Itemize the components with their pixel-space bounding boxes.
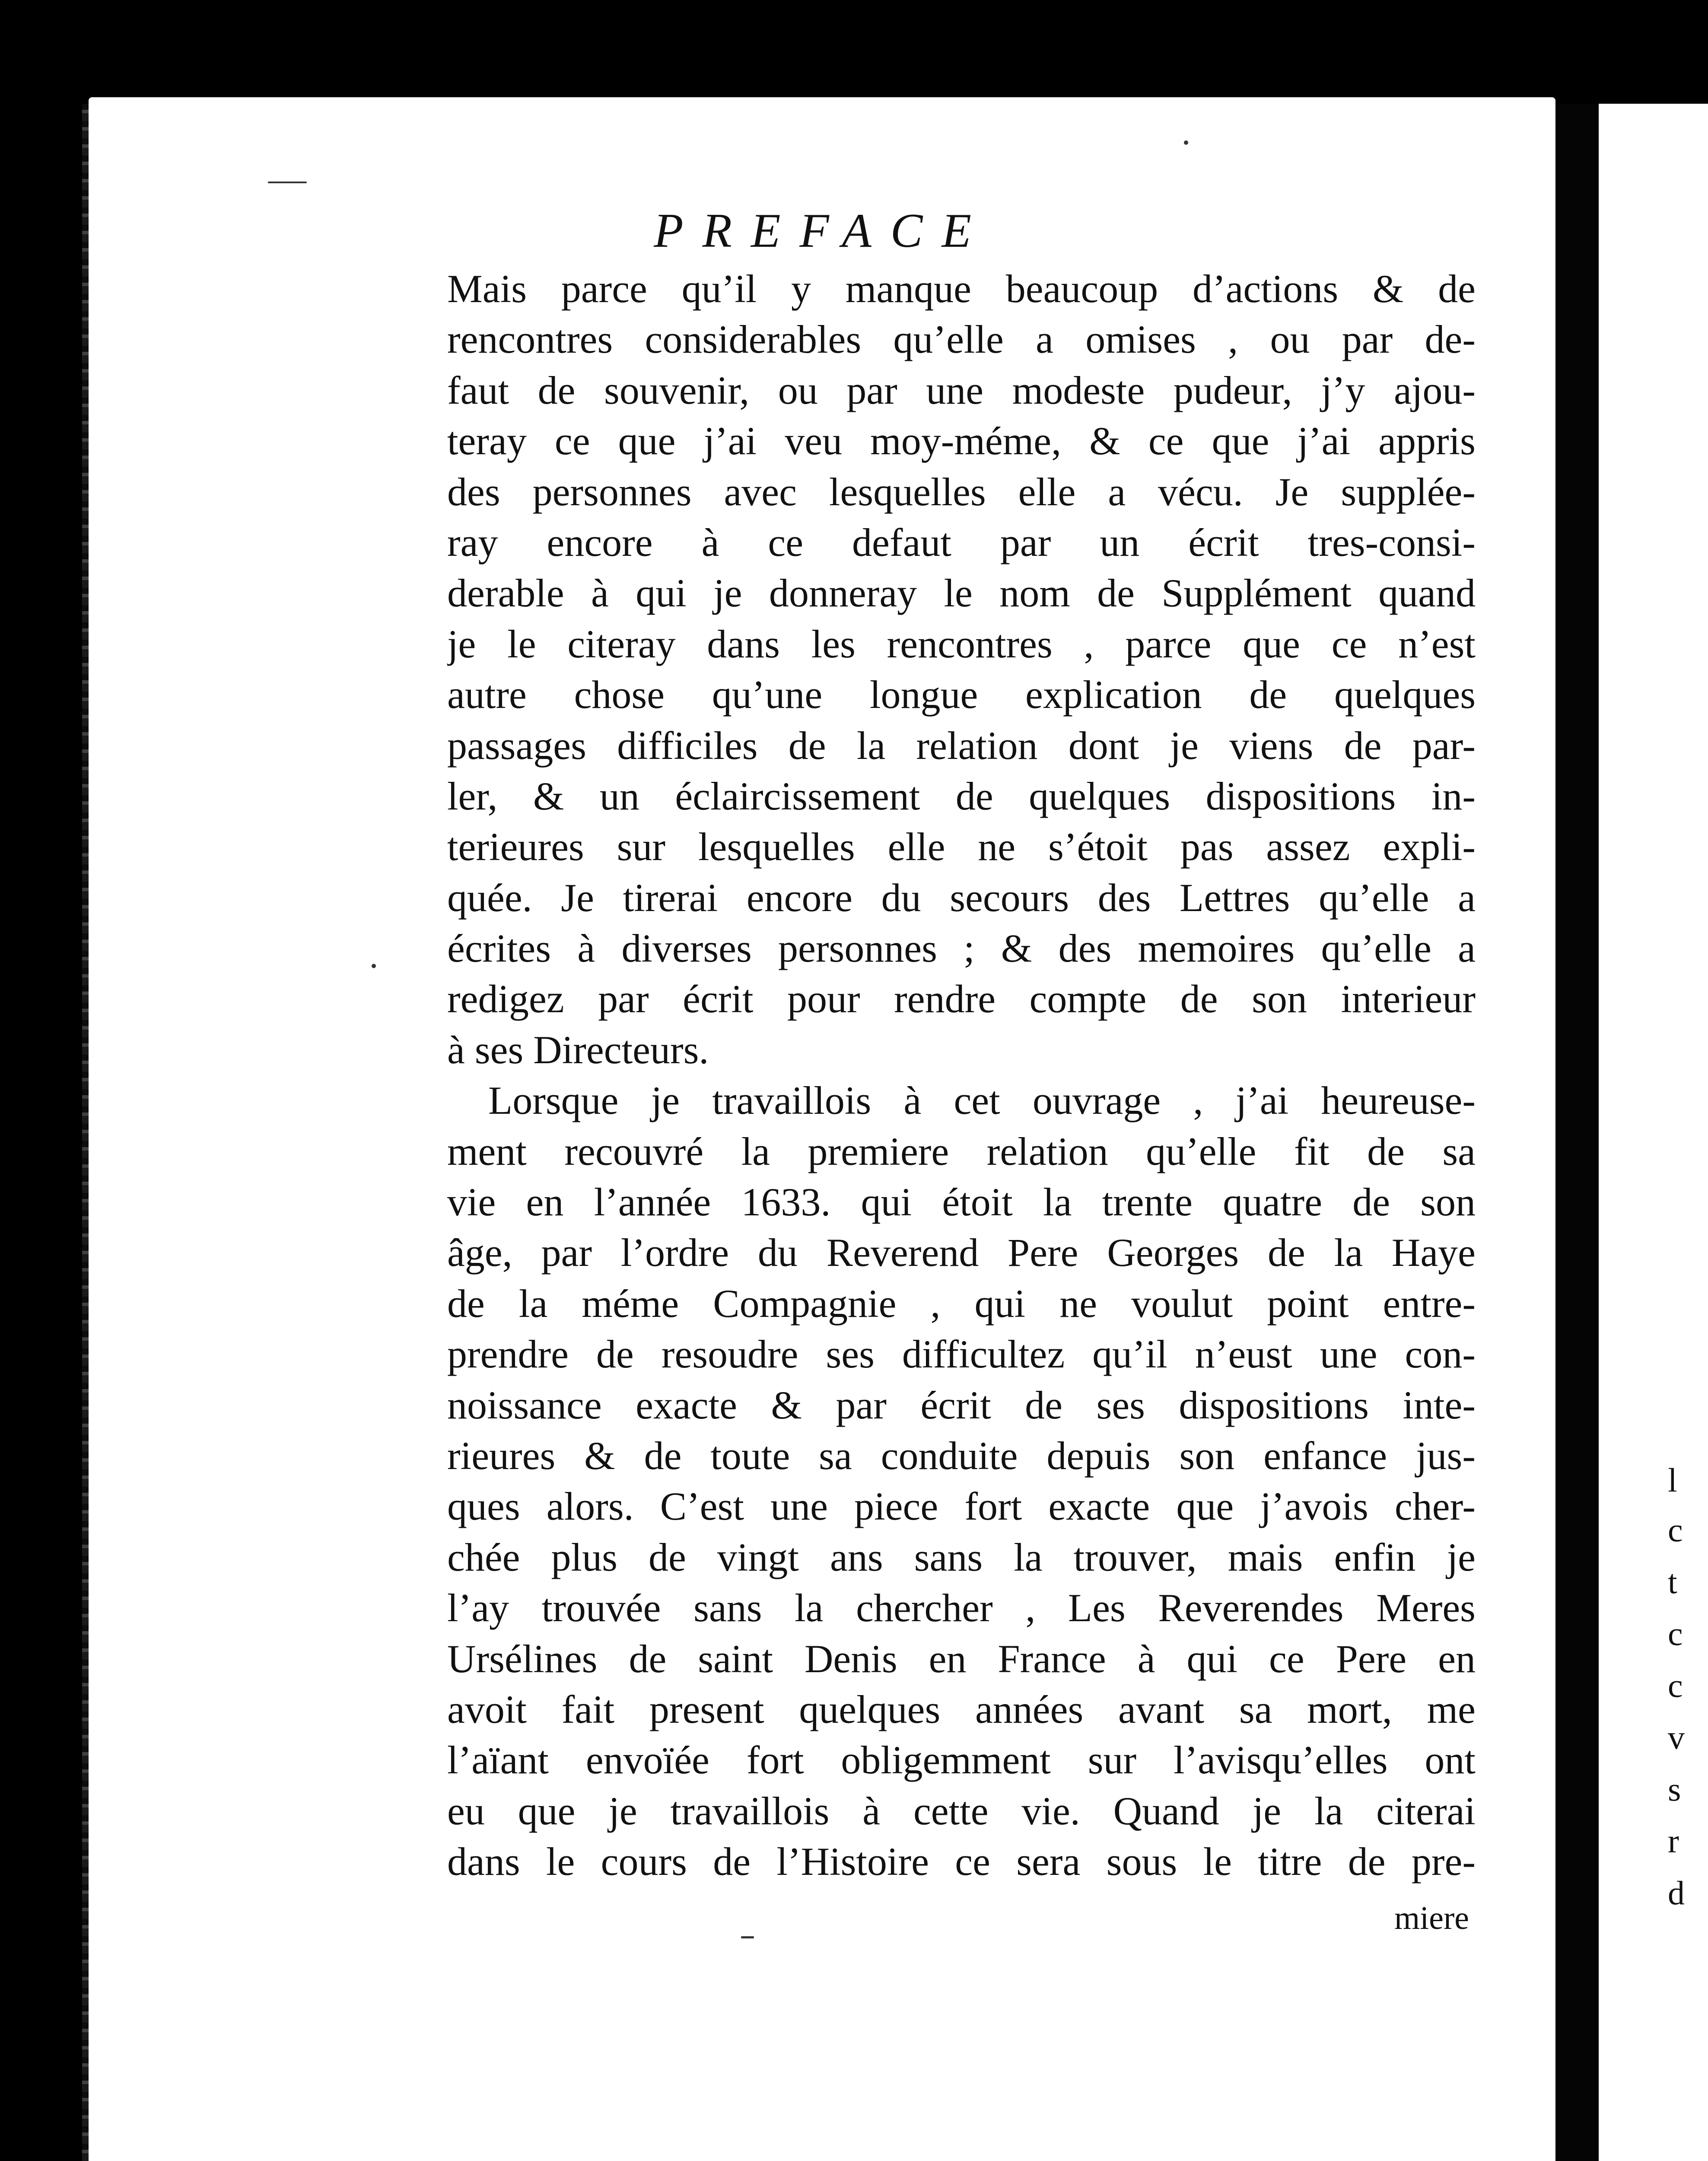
- scan-speck: [372, 964, 376, 968]
- text-line: l’ay trouvée sans la chercher , Les Reverendes Meres: [447, 1586, 1476, 1630]
- next-page-edge: [1599, 104, 1708, 2161]
- text-line: de la méme Compagnie , qui ne voulut point entre-: [447, 1281, 1476, 1326]
- text-line: Mais parce qu’il y manque beaucoup d’actions & de: [447, 267, 1476, 311]
- text-line: âge, par l’ordre du Reverend Pere Georges de la Haye: [447, 1230, 1476, 1275]
- running-header: PREFACE: [654, 204, 990, 258]
- next-page-letter: r: [1668, 1822, 1679, 1860]
- text-line: eu que je travaillois à cette vie. Quand je la citerai: [447, 1788, 1476, 1833]
- text-line: derable à qui je donneray le nom de Supplément quand: [447, 571, 1476, 615]
- paragraph-end-line: à ses Directeurs.: [447, 1027, 709, 1072]
- text-line: quée. Je tirerai encore du secours des Lettres qu’elle a: [447, 875, 1476, 920]
- text-line: avoit fait present quelques années avant sa mort, me: [447, 1687, 1476, 1731]
- next-page-letter: s: [1668, 1770, 1681, 1808]
- scan-speck: [741, 1936, 754, 1938]
- text-line: noissance exacte & par écrit de ses dispositions inte-: [447, 1383, 1476, 1427]
- text-line: des personnes avec lesquelles elle a vécu. Je supplée-: [447, 469, 1476, 514]
- text-line: autre chose qu’une longue explication de quelques: [447, 673, 1476, 717]
- scan-speck: [268, 182, 307, 183]
- text-line: terieures sur lesquelles elle ne s’étoit pas assez expli-: [447, 825, 1476, 869]
- text-line: ment recouvré la premiere relation qu’elle fit de sa: [447, 1129, 1476, 1173]
- text-line: vie en l’année 1633. qui étoit la trente quatre de son: [447, 1180, 1476, 1224]
- next-page-letter: c: [1668, 1667, 1683, 1704]
- next-page-letter: t: [1668, 1563, 1677, 1600]
- catchword: miere: [1394, 1900, 1469, 1936]
- text-line: passages difficiles de la relation dont je viens de par-: [447, 723, 1476, 768]
- next-page-letter: c: [1668, 1615, 1683, 1652]
- text-line: chée plus de vingt ans sans la trouver, mais enfin je: [447, 1535, 1476, 1579]
- text-line: teray ce que j’ai veu moy-méme, & ce que j’ai appris: [447, 419, 1476, 463]
- text-line: l’aïant envoïée fort obligemment sur l’avisqu’elles ont: [447, 1738, 1476, 1782]
- text-line: ques alors. C’est une piece fort exacte que j’avois cher-: [447, 1484, 1476, 1529]
- text-line: Ursélines de saint Denis en France à qui ce Pere en: [447, 1636, 1476, 1681]
- scan-speck: [1184, 140, 1188, 145]
- next-page-letter: v: [1668, 1718, 1685, 1756]
- text-line: faut de souvenir, ou par une modeste pudeur, j’y ajou-: [447, 368, 1476, 412]
- text-line: redigez par écrit pour rendre compte de son interieur: [447, 977, 1476, 1021]
- text-line: ler, & un éclaircissement de quelques dispositions in-: [447, 774, 1476, 818]
- text-line: je le citeray dans les rencontres , parce que ce n’est: [447, 622, 1476, 666]
- text-line: rencontres considerables qu’elle a omises , ou par de-: [447, 317, 1476, 362]
- text-line: dans le cours de l’Histoire ce sera sous le titre de pre-: [447, 1839, 1476, 1884]
- next-page-letter: c: [1668, 1511, 1683, 1549]
- next-page-letter: d: [1668, 1874, 1685, 1912]
- text-line: prendre de resoudre ses difficultez qu’il n’eust une con-: [447, 1332, 1476, 1377]
- body-text: [447, 264, 1476, 1887]
- book-spine: [1555, 104, 1597, 2161]
- paragraph-start-line: Lorsque je travaillois à cet ouvrage , j’ai heureuse-: [488, 1078, 1476, 1123]
- next-page-letter: l: [1668, 1461, 1677, 1499]
- text-line: écrites à diverses personnes ; & des memoires qu’elle a: [447, 926, 1476, 971]
- text-line: ray encore à ce defaut par un écrit tres-consi-: [447, 520, 1476, 564]
- text-line: rieures & de toute sa conduite depuis son enfance jus-: [447, 1433, 1476, 1478]
